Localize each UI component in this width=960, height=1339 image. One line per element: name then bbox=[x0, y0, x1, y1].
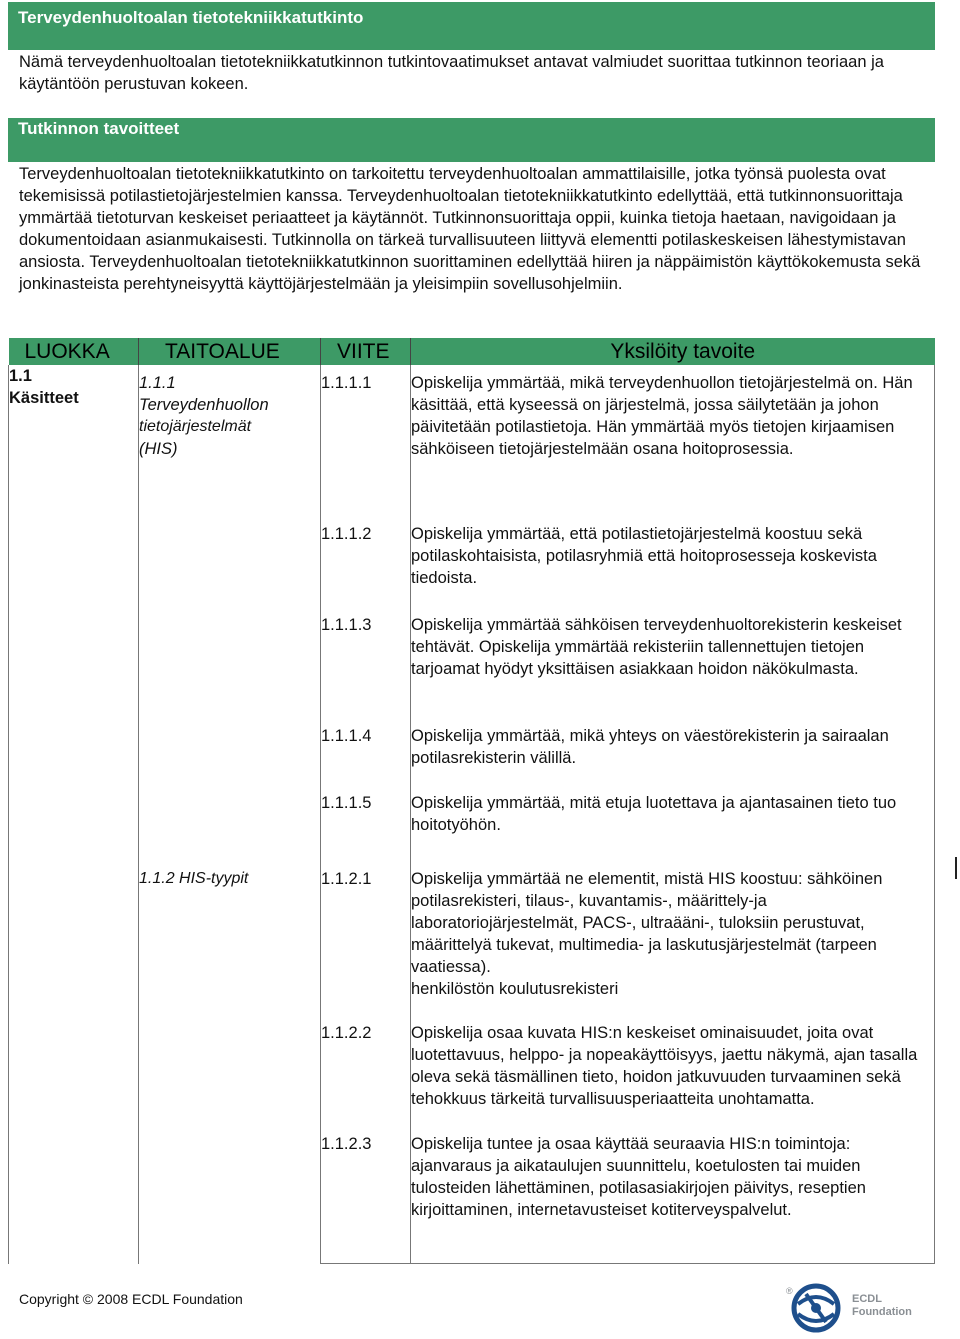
objective-cell: Opiskelija ymmärtää, mitä etuja luotettava ja ajantasainen tieto tuo hoitotyöhön. bbox=[411, 792, 935, 868]
goals-paragraph: Terveydenhuoltoalan tietotekniikkatutkinto on tarkoitettu terveydenhuoltoalan ammattilaisille, jotka työnsä puolesta ovat tekemisissä potilastietojärjestelmien kanssa. Terveydenhuoltoalan tietotekniikkatutkinto edellyttää, että tutkinnonsuorittaja ymmärtää tietoturvan keskeiset periaatteet ja käytännöt. Tutkinnonsuorittaja oppii, kuinka tietoja haetaan, navigoidaan ja dokumentoidaan asianmukaisesti. Tutkinnolla on tärkeä turvallisuuteen liittyvä elementti potilaskeskeisen lähestymistavan ansiosta. Terveydenhuoltoalan tietotekniikkatutkinnon suorittaminen edellyttää hiiren ja näppäimistön käyttökokemusta sekä jonkinasteista perehtyneisyyttä käyttöjärjestelmään ja yleisimpiin sovellusohjelmiin. bbox=[19, 165, 921, 293]
objective-cell: Opiskelija tuntee ja osaa käyttää seuraavia HIS:n toimintoja: ajanvaraus ja aikataulujen suunnittelu, koetulosten tai muiden tulosteiden lähettäminen, potilasasiakirjojen päivitys, reseptien kirjoittaminen, internetavusteiset kotiterveyspalvelut. bbox=[411, 1133, 935, 1264]
logo-text bbox=[852, 1293, 912, 1319]
header-tavoite: Yksilöity tavoite bbox=[411, 338, 935, 365]
intro-paragraph: Nämä terveydenhuoltoalan tietotekniikkatutkinnon tutkintovaatimukset antavat valmiudet suorittaa tutkinnon teoriaan ja käytäntöön perustuvan kokeen. bbox=[19, 53, 884, 93]
objective-text: Opiskelija ymmärtää ne elementit, mistä HIS koostuu: sähköinen potilasrekisteri, tilaus-, kuvantamis-, määrittely-ja laboratoriojärjestelmät, PACS-, ultraääni-, tuloksiin perustuvat, määrittelyä tukevat, multimedia- ja laskutusjärjestelmät (tarpeen vaatiessa). bbox=[411, 870, 883, 976]
ref-cell: 1.1.1.4 bbox=[321, 725, 411, 792]
logo-line-1: ECDL bbox=[852, 1293, 882, 1305]
logo-line-2: Foundation bbox=[852, 1306, 912, 1318]
ref-cell: 1.1.1.1 bbox=[321, 365, 411, 523]
header-taitoalue: TAITOALUE bbox=[139, 338, 321, 365]
objective-cell: Opiskelija ymmärtää, mikä terveydenhuollon tietojärjestelmä on. Hän käsittää, että kyseessä on järjestelmä, jossa säilytetään ja johon päivitetään potilastietoja. Hän ymmärtää myös tietojen kirjaamisen sähköiseen tietojärjestelmään osana hoitoprosessia. bbox=[411, 365, 935, 523]
area-name: 1.1.2 HIS-tyypit bbox=[139, 870, 249, 887]
ref-cell: 1.1.2.2 bbox=[321, 1022, 411, 1133]
syllabus-table bbox=[8, 338, 935, 1264]
table-header-row bbox=[9, 338, 935, 365]
ref-cell: 1.1.2.1 bbox=[321, 868, 411, 1022]
ref-cell: 1.1.2.3 bbox=[321, 1133, 411, 1264]
table-row bbox=[9, 365, 935, 523]
category-cell bbox=[9, 365, 139, 1264]
area-name-line: tietojärjestelmät bbox=[139, 418, 252, 435]
objective-cell: Opiskelija ymmärtää, että potilastietojärjestelmä koostuu sekä potilaskohtaisista, potilasryhmiä että hoitoprosesseja koskevista tiedoista. bbox=[411, 523, 935, 614]
objective-cell bbox=[411, 868, 935, 1022]
objective-cell: Opiskelija osaa kuvata HIS:n keskeiset ominaisuudet, joita ovat luotettavuus, helppo- ja nopeakäyttöisyys, jaettu näkymä, ajan tasalla oleva sekä täsmällinen tieto, hoidon jatkuvuuden turvaaminen sekä tehokkuus tärkeitä turvallisuusperiaatteita unohtamatta. bbox=[411, 1022, 935, 1133]
skill-area-cell bbox=[139, 365, 321, 868]
area-name-line: (HIS) bbox=[139, 440, 178, 458]
ref-cell: 1.1.1.2 bbox=[321, 523, 411, 614]
ref-cell: 1.1.1.5 bbox=[321, 792, 411, 868]
objective-cell: Opiskelija ymmärtää, mikä yhteys on väestörekisterin ja sairaalan potilasrekisterin välillä. bbox=[411, 725, 935, 792]
area-name-line: Terveydenhuollon bbox=[139, 396, 269, 414]
text-cursor-mark bbox=[955, 857, 957, 879]
ref-cell: 1.1.1.3 bbox=[321, 614, 411, 725]
header-luokka: LUOKKA bbox=[9, 338, 139, 365]
goals-heading: Tutkinnon tavoitteet bbox=[8, 118, 935, 162]
category-name: Käsitteet bbox=[9, 389, 79, 407]
header-viite: VIITE bbox=[321, 338, 411, 365]
page-title: Terveydenhuoltoalan tietotekniikkatutkinto bbox=[8, 2, 935, 50]
skill-area-cell bbox=[139, 868, 321, 1264]
objective-cell: Opiskelija ymmärtää sähköisen terveydenhuoltorekisterin keskeiset tehtävät. Opiskelija ymmärtää rekisteriin tallennettujen tietojen tarjoamat hyödyt yksittäisen asiakkaan hoidon näkökulmasta. bbox=[411, 614, 935, 725]
category-number: 1.1 bbox=[9, 367, 32, 385]
objective-extra: henkilöstön koulutusrekisteri bbox=[411, 980, 619, 998]
registered-mark: ® bbox=[786, 1286, 793, 1296]
copyright-footer: Copyright © 2008 ECDL Foundation bbox=[19, 1291, 243, 1307]
area-number: 1.1.1 bbox=[139, 374, 176, 392]
table-row bbox=[9, 868, 935, 1022]
